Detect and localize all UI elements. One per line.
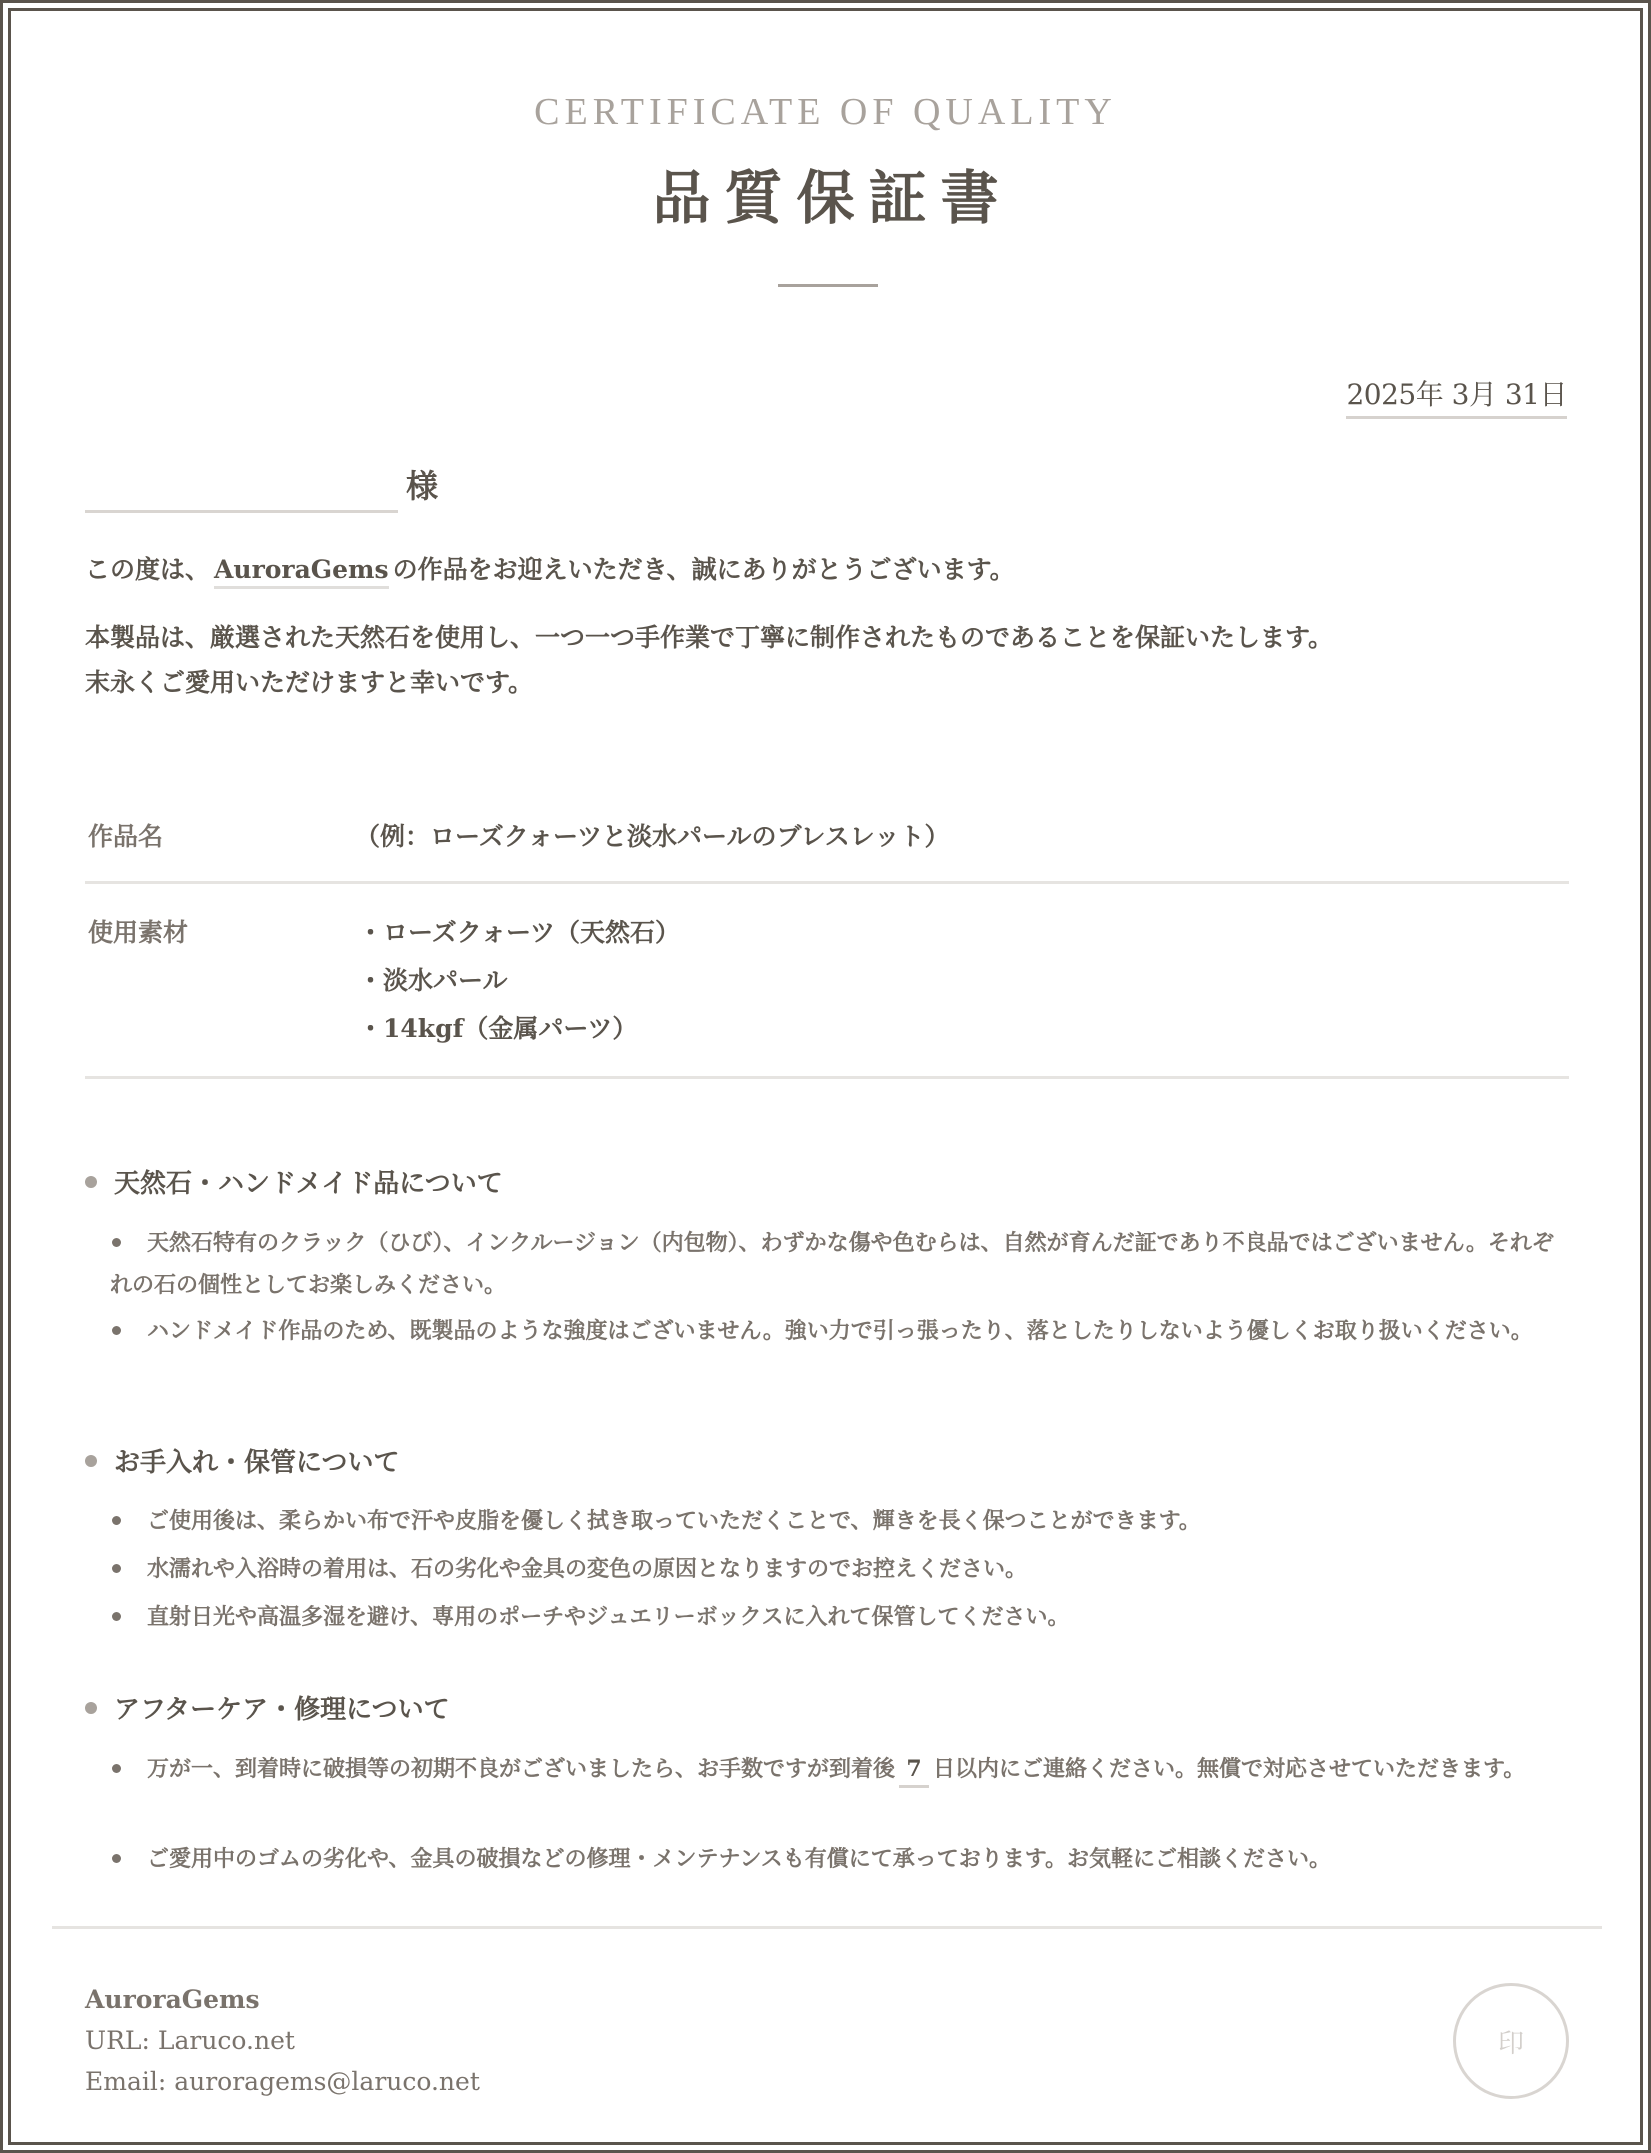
product-name-label: 作品名 (88, 822, 164, 851)
list-item-text: ご使用後は、柔らかい布で汗や皮脂を優しく拭き取っていただくことで、輝きを長く保つことができます。 (147, 1508, 1201, 1534)
list-item-text: 直射日光や高温多湿を避け、専用のポーチやジュエリーボックスに入れて保管してください。 (147, 1604, 1070, 1630)
heading-bullet-icon (85, 1176, 97, 1188)
title-divider (778, 284, 878, 287)
recipient-honorific: 様 (406, 467, 439, 505)
list-item (110, 1310, 1570, 1352)
footer-brand: AuroraGems (85, 1985, 260, 2014)
heading-bullet-icon (85, 1455, 97, 1467)
bullet-icon (112, 1516, 121, 1525)
issue-date[interactable]: 2025年 3月 31日 (1346, 376, 1567, 419)
contact-days-field[interactable]: 7 (899, 1753, 929, 1788)
footer-email[interactable]: Email: auroragems@laruco.net (85, 2067, 480, 2096)
intro-thanks (85, 552, 1015, 589)
section-heading-text: 天然石・ハンドメイド品について (114, 1169, 503, 1199)
section-heading-aftercare (85, 1692, 450, 1728)
material-item[interactable]: ・淡水パール (358, 966, 508, 995)
table-divider (85, 1076, 1569, 1079)
list-item-text: ご愛用中のゴムの劣化や、金具の破損などの修理・メンテナンスも有償にて承っております。お気軽にご相談ください。 (147, 1846, 1332, 1872)
section-heading-care-storage (85, 1445, 399, 1481)
list-item-text: 万が一、到着時に破損等の初期不良がございましたら、お手数ですが到着後 (147, 1756, 896, 1782)
footer-url[interactable]: URL: Laruco.net (85, 2026, 295, 2055)
certificate-title-ja: 品質保証書 (652, 164, 1013, 232)
section-heading-text: お手入れ・保管について (114, 1448, 400, 1478)
certificate-title-en: CERTIFICATE OF QUALITY (534, 91, 1117, 133)
list-item-text: 天然石特有のクラック（ひび）、インクルージョン（内包物）、わずかな傷や色むらは、自然が育んだ証であり不良品ではございません。それぞれの石の個性としてお楽しみください。 (110, 1230, 1554, 1298)
list-item-text: ハンドメイド作品のため、既製品のような強度はございません。強い力で引っ張ったり、落としたりしないよう優しくお取り扱いください。 (147, 1318, 1533, 1344)
list-item-text: 水濡れや入浴時の着用は、石の劣化や金具の変色の原因となりますのでお控えください。 (147, 1556, 1028, 1582)
list-item (110, 1838, 1570, 1880)
section-heading-text: アフターケア・修理について (114, 1695, 450, 1725)
materials-label: 使用素材 (88, 918, 189, 947)
seal-icon: 印 (1497, 2028, 1524, 2059)
bullet-icon (112, 1854, 121, 1863)
intro-guarantee: 本製品は、厳選された天然石を使用し、一つ一つ手作業で丁寧に制作されたものであることを保証いたします。 (85, 623, 1334, 652)
list-item (110, 1500, 1570, 1542)
intro-thanks-prefix: この度は、 (85, 555, 211, 584)
list-item (110, 1596, 1570, 1638)
bullet-icon (112, 1238, 121, 1247)
table-divider (85, 881, 1569, 884)
list-item (110, 1748, 1570, 1790)
recipient-name-field[interactable] (85, 510, 398, 513)
intro-thanks-suffix: の作品をお迎えいただき、誠にありがとうございます。 (392, 555, 1015, 584)
heading-bullet-icon (85, 1702, 97, 1714)
intro-closing: 末永くご愛用いただけますと幸いです。 (85, 668, 534, 697)
section-heading-natural-stone (85, 1166, 503, 1202)
bullet-icon (112, 1612, 121, 1621)
product-name-value[interactable]: （例：ローズクォーツと淡水パールのブレスレット） (355, 822, 950, 851)
list-item (110, 1548, 1570, 1590)
material-item[interactable]: ・ローズクォーツ（天然石） (358, 918, 681, 947)
bullet-icon (112, 1564, 121, 1573)
seal-stamp-area[interactable] (1453, 1983, 1569, 2099)
brand-name-inline[interactable]: AuroraGems (214, 554, 389, 589)
list-item-text: 日以内にご連絡ください。無償で対応させていただきます。 (933, 1756, 1526, 1782)
bullet-icon (112, 1764, 121, 1773)
bullet-icon (112, 1326, 121, 1335)
footer-divider (52, 1926, 1602, 1929)
material-item[interactable]: ・14kgf（金属パーツ） (358, 1014, 638, 1043)
list-item (110, 1222, 1570, 1306)
